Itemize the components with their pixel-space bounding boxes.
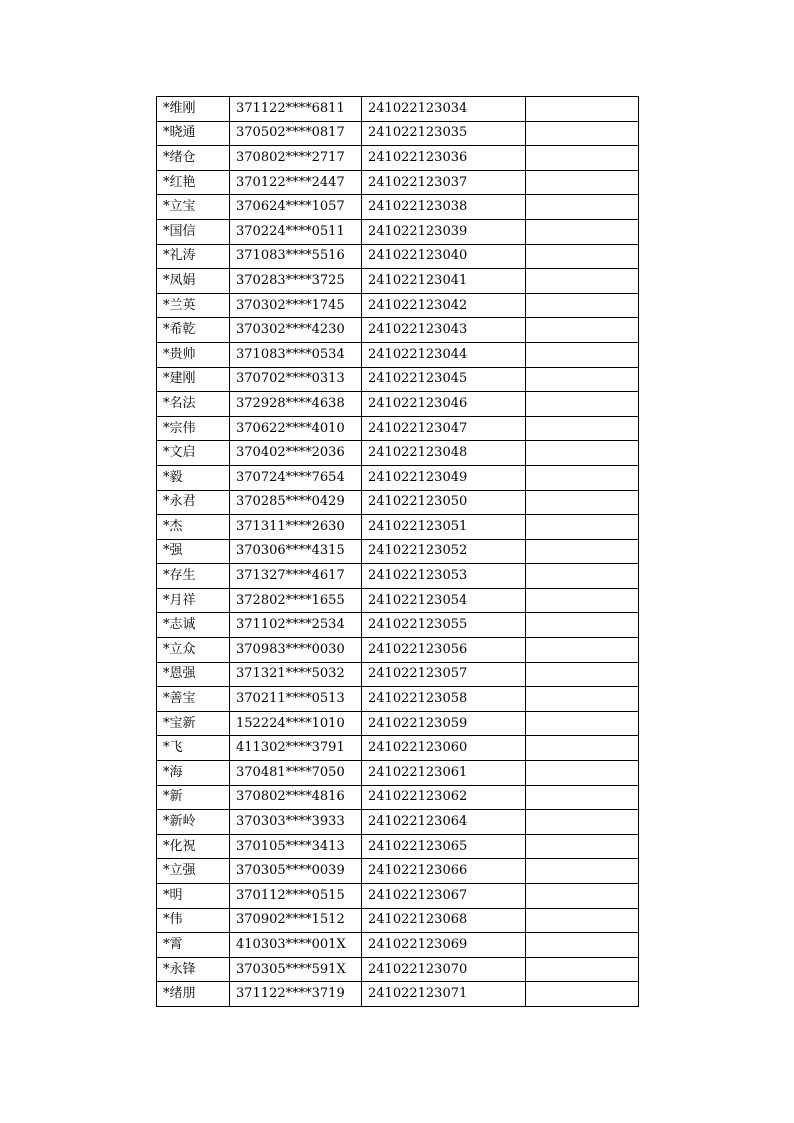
serial-number-cell: 241022123068 (362, 908, 526, 933)
serial-number-cell: 241022123052 (362, 539, 526, 564)
serial-number-cell: 241022123035 (362, 121, 526, 146)
empty-cell (526, 761, 639, 786)
serial-number-cell: 241022123059 (362, 711, 526, 736)
name-cell: *新 (157, 785, 230, 810)
empty-cell (526, 662, 639, 687)
empty-cell (526, 342, 639, 367)
id-number-cell: 371327****4617 (230, 564, 362, 589)
table-row (157, 367, 639, 392)
serial-number-cell: 241022123057 (362, 662, 526, 687)
table-row (157, 416, 639, 441)
name-cell: *新岭 (157, 810, 230, 835)
serial-number-cell: 241022123070 (362, 957, 526, 982)
id-number-cell: 371321****5032 (230, 662, 362, 687)
empty-cell (526, 711, 639, 736)
name-cell: *志诚 (157, 613, 230, 638)
empty-cell (526, 515, 639, 540)
serial-number-cell: 241022123048 (362, 441, 526, 466)
empty-cell (526, 613, 639, 638)
name-cell: *国信 (157, 219, 230, 244)
id-number-cell: 370702****0313 (230, 367, 362, 392)
table-row (157, 269, 639, 294)
serial-number-cell: 241022123040 (362, 244, 526, 269)
serial-number-cell: 241022123065 (362, 834, 526, 859)
id-number-cell: 370302****4230 (230, 318, 362, 343)
id-number-cell: 372928****4638 (230, 392, 362, 417)
serial-number-cell: 241022123055 (362, 613, 526, 638)
table-row (157, 564, 639, 589)
id-number-cell: 371083****0534 (230, 342, 362, 367)
serial-number-cell: 241022123046 (362, 392, 526, 417)
name-cell: *飞 (157, 736, 230, 761)
table-row (157, 146, 639, 171)
empty-cell (526, 367, 639, 392)
serial-number-cell: 241022123069 (362, 933, 526, 958)
empty-cell (526, 564, 639, 589)
id-number-cell: 371102****2534 (230, 613, 362, 638)
id-number-cell: 370211****0513 (230, 687, 362, 712)
name-cell: *立强 (157, 859, 230, 884)
serial-number-cell: 241022123038 (362, 195, 526, 220)
empty-cell (526, 884, 639, 909)
name-cell: *存生 (157, 564, 230, 589)
empty-cell (526, 465, 639, 490)
serial-number-cell: 241022123043 (362, 318, 526, 343)
name-cell: *月祥 (157, 588, 230, 613)
name-cell: *文启 (157, 441, 230, 466)
empty-cell (526, 588, 639, 613)
empty-cell (526, 170, 639, 195)
name-cell: *善宝 (157, 687, 230, 712)
name-cell: *希乾 (157, 318, 230, 343)
serial-number-cell: 241022123047 (362, 416, 526, 441)
name-cell: *绪仓 (157, 146, 230, 171)
empty-cell (526, 810, 639, 835)
name-cell: *明 (157, 884, 230, 909)
name-cell: *名法 (157, 392, 230, 417)
table-row (157, 195, 639, 220)
serial-number-cell: 241022123060 (362, 736, 526, 761)
id-number-cell: 371311****2630 (230, 515, 362, 540)
empty-cell (526, 957, 639, 982)
serial-number-cell: 241022123041 (362, 269, 526, 294)
table-row (157, 97, 639, 122)
id-number-cell: 370402****2036 (230, 441, 362, 466)
id-number-cell: 370305****0039 (230, 859, 362, 884)
serial-number-cell: 241022123034 (362, 97, 526, 122)
table-row (157, 170, 639, 195)
empty-cell (526, 392, 639, 417)
table-row (157, 785, 639, 810)
table-row (157, 933, 639, 958)
empty-cell (526, 785, 639, 810)
serial-number-cell: 241022123044 (362, 342, 526, 367)
name-cell: *贵帅 (157, 342, 230, 367)
empty-cell (526, 146, 639, 171)
serial-number-cell: 241022123050 (362, 490, 526, 515)
serial-number-cell: 241022123067 (362, 884, 526, 909)
table-row (157, 490, 639, 515)
table-row (157, 982, 639, 1007)
empty-cell (526, 687, 639, 712)
empty-cell (526, 121, 639, 146)
table-row (157, 342, 639, 367)
id-number-cell: 370303****3933 (230, 810, 362, 835)
id-number-cell: 372802****1655 (230, 588, 362, 613)
table-row (157, 736, 639, 761)
id-number-cell: 152224****1010 (230, 711, 362, 736)
table-row (157, 834, 639, 859)
id-number-cell: 370305****591X (230, 957, 362, 982)
table-row (157, 884, 639, 909)
table-row (157, 613, 639, 638)
table-row (157, 293, 639, 318)
name-cell: *宗伟 (157, 416, 230, 441)
serial-number-cell: 241022123037 (362, 170, 526, 195)
table-row (157, 539, 639, 564)
empty-cell (526, 834, 639, 859)
table-row (157, 761, 639, 786)
serial-number-cell: 241022123039 (362, 219, 526, 244)
table-row (157, 392, 639, 417)
serial-number-cell: 241022123042 (362, 293, 526, 318)
table-row (157, 662, 639, 687)
name-cell: *维刚 (157, 97, 230, 122)
serial-number-cell: 241022123053 (362, 564, 526, 589)
serial-number-cell: 241022123066 (362, 859, 526, 884)
id-number-cell: 371122****3719 (230, 982, 362, 1007)
id-number-cell: 370983****0030 (230, 638, 362, 663)
empty-cell (526, 859, 639, 884)
empty-cell (526, 982, 639, 1007)
name-cell: *永君 (157, 490, 230, 515)
id-number-cell: 370902****1512 (230, 908, 362, 933)
serial-number-cell: 241022123071 (362, 982, 526, 1007)
id-number-cell: 411302****3791 (230, 736, 362, 761)
empty-cell (526, 490, 639, 515)
table-row (157, 588, 639, 613)
empty-cell (526, 195, 639, 220)
empty-cell (526, 318, 639, 343)
serial-number-cell: 241022123054 (362, 588, 526, 613)
table-row (157, 957, 639, 982)
id-number-cell: 370802****4816 (230, 785, 362, 810)
empty-cell (526, 269, 639, 294)
name-cell: *伟 (157, 908, 230, 933)
id-number-cell: 370122****2447 (230, 170, 362, 195)
empty-cell (526, 441, 639, 466)
table-row (157, 638, 639, 663)
id-number-cell: 371083****5516 (230, 244, 362, 269)
serial-number-cell: 241022123062 (362, 785, 526, 810)
table-row (157, 441, 639, 466)
id-number-cell: 370224****0511 (230, 219, 362, 244)
table-row (157, 711, 639, 736)
empty-cell (526, 219, 639, 244)
id-number-cell: 370502****0817 (230, 121, 362, 146)
name-cell: *永锋 (157, 957, 230, 982)
serial-number-cell: 241022123036 (362, 146, 526, 171)
table-row (157, 908, 639, 933)
name-cell: *兰英 (157, 293, 230, 318)
name-cell: *礼涛 (157, 244, 230, 269)
name-cell: *杰 (157, 515, 230, 540)
name-cell: *立宝 (157, 195, 230, 220)
empty-cell (526, 933, 639, 958)
id-number-cell: 410303****001X (230, 933, 362, 958)
name-cell: *宝新 (157, 711, 230, 736)
name-cell: *晓通 (157, 121, 230, 146)
table-row (157, 318, 639, 343)
name-cell: *强 (157, 539, 230, 564)
table-row (157, 219, 639, 244)
table-row (157, 121, 639, 146)
empty-cell (526, 416, 639, 441)
name-cell: *绪朋 (157, 982, 230, 1007)
id-number-cell: 370112****0515 (230, 884, 362, 909)
empty-cell (526, 908, 639, 933)
name-cell: *立众 (157, 638, 230, 663)
serial-number-cell: 241022123056 (362, 638, 526, 663)
serial-number-cell: 241022123049 (362, 465, 526, 490)
name-cell: *化祝 (157, 834, 230, 859)
id-number-cell: 370302****1745 (230, 293, 362, 318)
empty-cell (526, 293, 639, 318)
table-row (157, 687, 639, 712)
id-number-cell: 370285****0429 (230, 490, 362, 515)
serial-number-cell: 241022123051 (362, 515, 526, 540)
id-number-cell: 370105****3413 (230, 834, 362, 859)
table-row (157, 465, 639, 490)
roster-table-body (157, 97, 639, 1007)
name-cell: *海 (157, 761, 230, 786)
table-row (157, 244, 639, 269)
serial-number-cell: 241022123061 (362, 761, 526, 786)
serial-number-cell: 241022123045 (362, 367, 526, 392)
serial-number-cell: 241022123058 (362, 687, 526, 712)
serial-number-cell: 241022123064 (362, 810, 526, 835)
name-cell: *红艳 (157, 170, 230, 195)
name-cell: *恩强 (157, 662, 230, 687)
empty-cell (526, 638, 639, 663)
empty-cell (526, 244, 639, 269)
id-number-cell: 370724****7654 (230, 465, 362, 490)
table-row (157, 810, 639, 835)
empty-cell (526, 736, 639, 761)
roster-table (156, 96, 639, 1007)
id-number-cell: 371122****6811 (230, 97, 362, 122)
name-cell: *建刚 (157, 367, 230, 392)
id-number-cell: 370306****4315 (230, 539, 362, 564)
table-row (157, 515, 639, 540)
empty-cell (526, 97, 639, 122)
empty-cell (526, 539, 639, 564)
name-cell: *霄 (157, 933, 230, 958)
id-number-cell: 370802****2717 (230, 146, 362, 171)
id-number-cell: 370283****3725 (230, 269, 362, 294)
name-cell: *毅 (157, 465, 230, 490)
id-number-cell: 370622****4010 (230, 416, 362, 441)
name-cell: *凤娟 (157, 269, 230, 294)
table-row (157, 859, 639, 884)
id-number-cell: 370481****7050 (230, 761, 362, 786)
id-number-cell: 370624****1057 (230, 195, 362, 220)
